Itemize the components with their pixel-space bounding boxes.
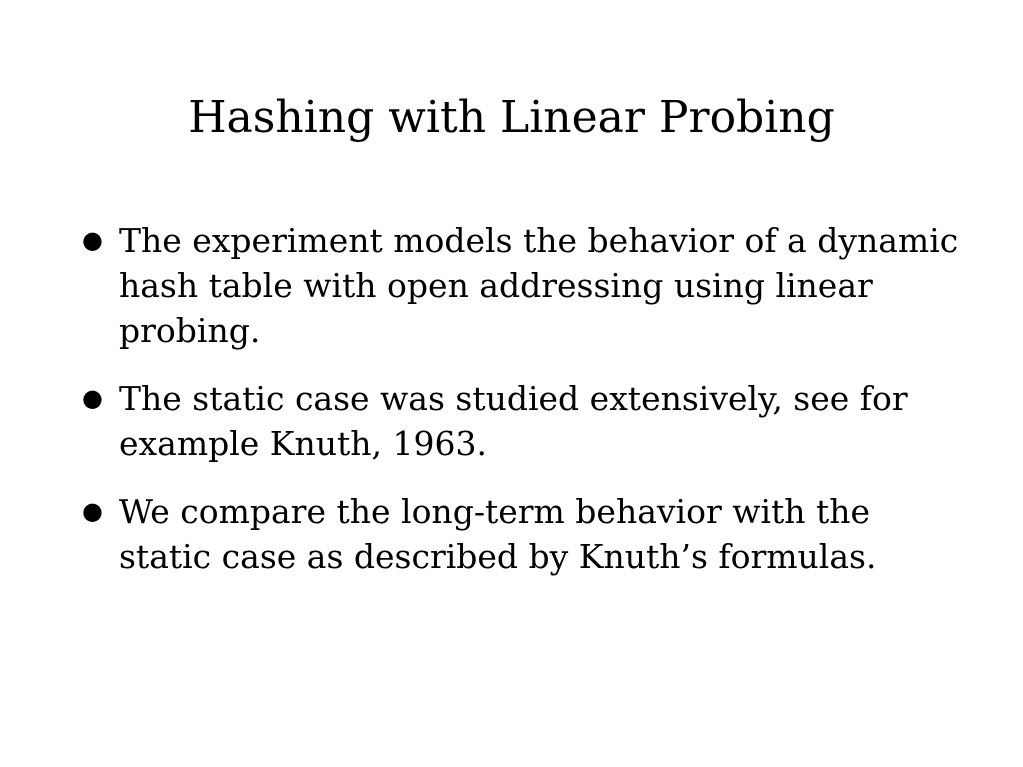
list-item <box>82 489 962 579</box>
bullet-icon: ● <box>82 384 103 412</box>
bullet-text: The experiment models the behavior of a dynamic hash table with open addressing using linear probing. <box>119 221 959 350</box>
bullet-list <box>82 218 962 602</box>
bullet-icon: ● <box>82 226 103 254</box>
list-item <box>82 218 962 353</box>
bullet-icon: ● <box>82 497 103 525</box>
bullet-text: The static case was studied extensively, see for example Knuth, 1963. <box>119 379 908 463</box>
slide-title: Hashing with Linear Probing <box>188 92 835 143</box>
list-item <box>82 376 962 466</box>
bullet-text: We compare the long-term behavior with the static case as described by Knuth’s formulas. <box>119 492 877 576</box>
